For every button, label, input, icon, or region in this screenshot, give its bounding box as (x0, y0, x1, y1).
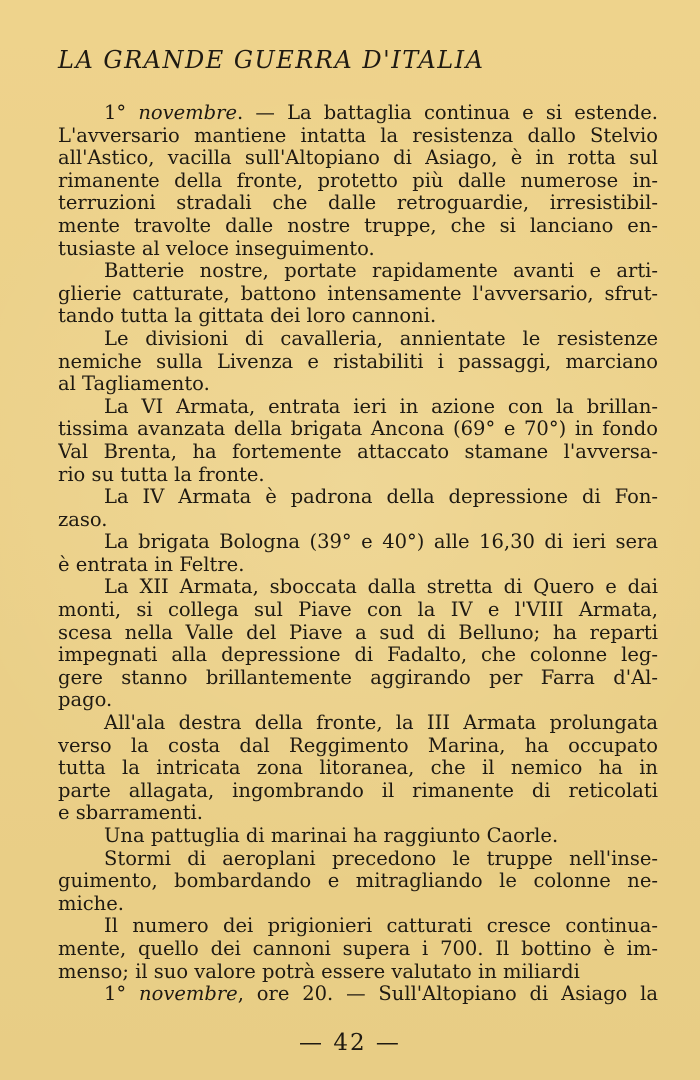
text-line: glierie catturate, battono intensamente l'avversario, sfrut- (58, 282, 658, 305)
text-line: 1° novembre, ore 20. — Sull'Altopiano di Asiago la (104, 983, 658, 1006)
text-line: e sbarramenti. (58, 802, 203, 825)
text-line: menso; il suo valore potrà essere valutato in miliardi (58, 960, 580, 983)
text-line: mente travolte dalle nostre truppe, che si lanciano en- (58, 214, 658, 237)
text-line: Batterie nostre, portate rapidamente avanti e arti- (104, 260, 658, 283)
page-number: — 42 — (299, 1030, 401, 1056)
text-line: mente, quello dei cannoni supera i 700. Il bottino è im- (58, 937, 658, 960)
text-line: terruzioni stradali che dalle retroguardie, irresistibil- (58, 192, 658, 215)
text-line: tissima avanzata della brigata Ancona (69° e 70°) in fondo (58, 418, 658, 441)
text-line: pago. (58, 689, 113, 712)
text-line: guimento, bombardando e mitragliando le colonne ne- (58, 870, 658, 893)
text-line: nemiche sulla Livenza e ristabiliti i passaggi, marciano (58, 350, 658, 373)
text-line: tusiaste al veloce inseguimento. (58, 237, 375, 260)
text-line: scesa nella Valle del Piave a sud di Belluno; ha reparti (58, 621, 658, 644)
text-line: verso la costa dal Reggimento Marina, ha occupato (58, 734, 658, 757)
text-line: La VI Armata, entrata ieri in azione con la brillan- (104, 395, 658, 418)
text-line: miche. (58, 892, 124, 915)
text-line: rio su tutta la fronte. (58, 463, 265, 486)
text-line: Val Brenta, ha fortemente attaccato stamane l'avversa- (58, 440, 658, 463)
text-line: L'avversario mantiene intatta la resistenza dallo Stelvio (58, 124, 658, 147)
text-line: monti, si collega sul Piave con la IV e l'VIII Armata, (58, 599, 658, 622)
text-line: al Tagliamento. (58, 373, 210, 396)
text-line: tando tutta la gittata dei loro cannoni. (58, 305, 437, 328)
text-line: tutta la intricata zona litoranea, che il nemico ha in (58, 757, 658, 780)
running-head: LA GRANDE GUERRA D'ITALIA (58, 46, 485, 74)
body-text (58, 102, 658, 1006)
text-line: parte allagata, ingombrando il rimanente di reticolati (58, 779, 658, 802)
text-line: impegnati alla depressione di Fadalto, che colonne leg- (58, 644, 658, 667)
text-line: all'Astico, vacilla sull'Altopiano di Asiago, è in rotta sul (58, 147, 658, 170)
text-line: gere stanno brillantemente aggirando per Farra d'Al- (58, 666, 658, 689)
text-line: Stormi di aeroplani precedono le truppe nell'inse- (104, 847, 658, 870)
text-line: La XII Armata, sboccata dalla stretta di Quero e dai (104, 576, 658, 599)
text-line: La brigata Bologna (39° e 40°) alle 16,30 di ieri sera (104, 531, 658, 554)
text-line: 1° novembre. — La battaglia continua e si estende. (104, 102, 658, 124)
text-line: zaso. (58, 508, 108, 531)
text-line: è entrata in Feltre. (58, 553, 245, 576)
text-line: La IV Armata è padrona della depressione di Fon- (104, 486, 658, 509)
text-line: Le divisioni di cavalleria, annientate le resistenze (104, 327, 658, 350)
text-line: Il numero dei prigionieri catturati cresce continua- (104, 915, 658, 938)
text-line: All'ala destra della fronte, la III Armata prolungata (104, 712, 658, 735)
text-line: Una pattuglia di marinai ha raggiunto Caorle. (104, 825, 559, 847)
text-line: rimanente della fronte, protetto più dalle numerose in- (58, 169, 658, 192)
